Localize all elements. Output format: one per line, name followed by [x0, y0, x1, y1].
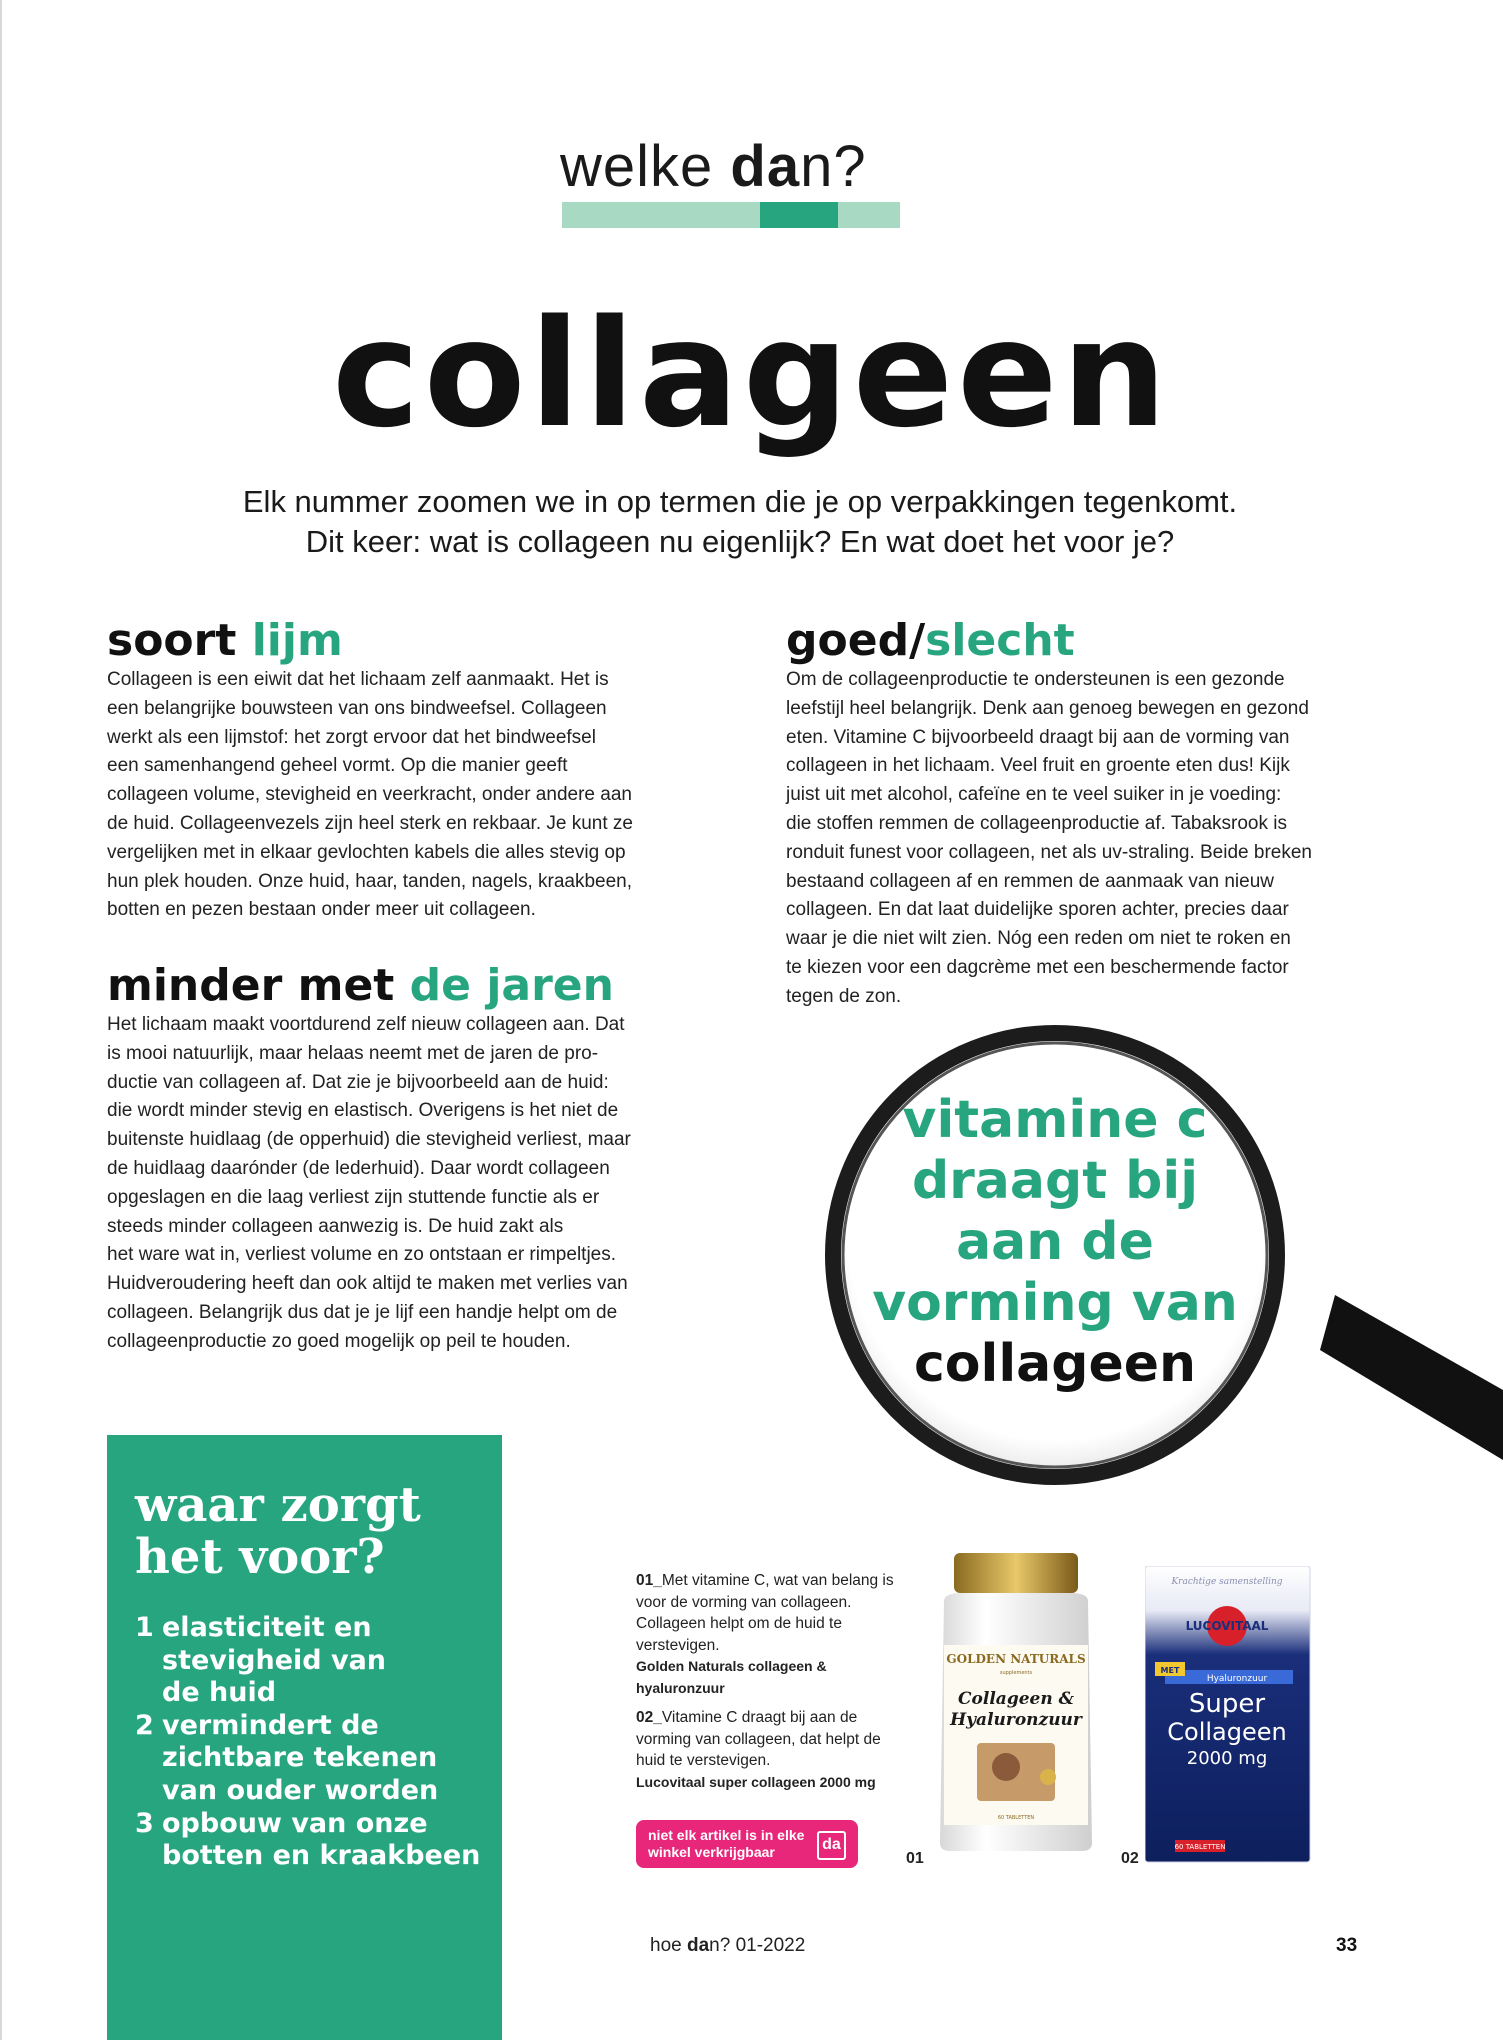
product-descriptions [636, 1570, 894, 1793]
section-goed-slecht [786, 616, 1386, 1012]
footer-magazine-issue: hoe dan? 01-2022 [650, 1935, 806, 1956]
svg-text:60 TABLETTEN: 60 TABLETTEN [1174, 1843, 1226, 1851]
product-label-01: 01 [906, 1850, 924, 1867]
golden-naturals-bottle [922, 1553, 1110, 1853]
vitamin-c-quote: vitamine c draagt bij aan de vorming van collageen [872, 1090, 1238, 1394]
list-item: 3 opbouw van onze botten en kraakbeen [135, 1807, 481, 1872]
section-heading: goed/slecht [786, 615, 1075, 666]
kicker-bar-mid [760, 202, 838, 228]
kicker-bar-left [562, 202, 760, 228]
benefits-list [135, 1612, 495, 1873]
list-item: 1 elasticiteit en stevigheid van de huid [135, 1612, 387, 1709]
product-1-text: 01_Met vitamine C, wat van belang is voor de vorming van collageen. Collageen helpt om de huid te verstevigen. [636, 1572, 894, 1654]
intro-text: Elk nummer zoomen we in op termen die je op verpakkingen tegenkomt. Dit keer: wat is collageen nu eigenlijk? En wat doet het voor je? [242, 484, 1238, 559]
section-body: Het lichaam maakt voortdurend zelf nieuw collageen aan. Dat is mooi natuurlijk, maar helaas neemt met de jaren de pro- ductie van collageen af. Dat zie je bijvoorbeeld aan de huid: die wordt minder stevig en elastisch. Overigens is het niet de buitenste huidlaag (de opperhuid) die stevigheid verliest, maar de huidlaag daarónder (de lederhuid). Daar wordt collageen opgeslagen en die laag verliest zijn stuttende functie als er steeds minder collageen aanwezig is. De huid zakt als het ware wat in, verliest volume en zo ontstaan er rimpeltjes. Huidveroudering heeft dan ook altijd te maken met verlies van collageen. Belangrijk dus dat je je lijf een handje helpt om de collageenproductie zo goed mogelijk op peil te houden. [107, 1014, 631, 1352]
benefits-title: waar zorgt het voor? [135, 1477, 421, 1585]
product-2-text: 02_Vitamine C draagt bij aan de vorming van collageen, dat helpt de huid te verstevigen. [636, 1709, 881, 1769]
section-body: Collageen is een eiwit dat het lichaam zelf aanmaakt. Het is een belangrijke bouwsteen van ons bindweefsel. Collageen werkt als een lijmstof: het zorgt ervoor dat het bindweefsel een samenhangend geheel vormt. Op die manier geeft collageen volume, stevigheid en veerkracht, onder andere aan de huid. Collageenvezels zijn heel sterk en rekbaar. Je kunt ze vergelijken met in elkaar gevlochten kabels die alles stevig op hun plek houden. Onze huid, haar, tanden, nagels, kraakbeen, botten en pezen bestaan onder meer uit collageen. [107, 669, 633, 921]
section-heading: minder met de jaren [107, 960, 614, 1011]
section-heading: soort lijm [107, 615, 343, 666]
lucovitaal-box [1145, 1566, 1315, 1866]
svg-text:Super: Super [1188, 1689, 1266, 1719]
svg-text:Collageen: Collageen [1167, 1718, 1287, 1746]
section-body: Om de collageenproductie te ondersteunen is een gezonde leefstijl heel belangrijk. Denk aan genoeg bewegen en gezond eten. Vitamine C bijvoorbeeld draagt bij aan de vorming van collageen in het lichaam. Veel fruit en groente eten dus! Kijk juist uit met alcohol, cafeïne en te veel suiker in je voeding: die stoffen remmen de collageenproductie af. Tabaksrook is ronduit funest voor collageen, net als uv-straling. Beide breken bestaand collageen af en remmen de aanmaak van nieuw collageen. En dat laat duidelijke sporen achter, precies daar waar je die niet wilt zien. Nóg een reden om niet te roken en te kiezen voor een dagcrème met een beschermende factor tegen de zon. [786, 669, 1312, 1007]
section-minder-met-de-jaren [107, 961, 697, 1357]
page-number: 33 [1336, 1935, 1358, 1956]
da-logo: da [817, 1831, 846, 1860]
svg-text:60 TABLETTEN: 60 TABLETTEN [997, 1815, 1035, 1821]
svg-text:MET: MET [1160, 1666, 1180, 1675]
page-title: collageen [332, 288, 1171, 460]
product-1-name: Golden Naturals collageen & hyaluronzuur [636, 1658, 827, 1696]
svg-text:GOLDEN NATURALS: GOLDEN NATURALS [946, 1652, 1086, 1666]
magazine-kicker: welke dan? [560, 134, 867, 199]
product-2-name: Lucovitaal super collageen 2000 mg [636, 1773, 876, 1790]
section-soort-lijm [107, 616, 697, 925]
svg-text:2000 mg: 2000 mg [1186, 1748, 1268, 1769]
list-item: 2 vermindert de zichtbare tekenen van ouder worden [135, 1709, 439, 1806]
svg-text:Hyaluronzuur: Hyaluronzuur [1206, 1674, 1268, 1684]
svg-text:Hyaluronzuur: Hyaluronzuur [950, 1710, 1082, 1730]
svg-text:Collageen &: Collageen & [958, 1689, 1074, 1709]
benefits-box [107, 1435, 502, 2040]
svg-text:LUCOVITAAL: LUCOVITAAL [1185, 1619, 1269, 1633]
kicker-bar-right [838, 202, 900, 228]
availability-notice: niet elk artikel is in elke winkel verkrijgbaar da [636, 1820, 858, 1868]
svg-text:supplements: supplements [999, 1670, 1033, 1676]
product-label-02: 02 [1121, 1850, 1139, 1867]
svg-text:Krachtige samenstelling: Krachtige samenstelling [1171, 1577, 1283, 1587]
